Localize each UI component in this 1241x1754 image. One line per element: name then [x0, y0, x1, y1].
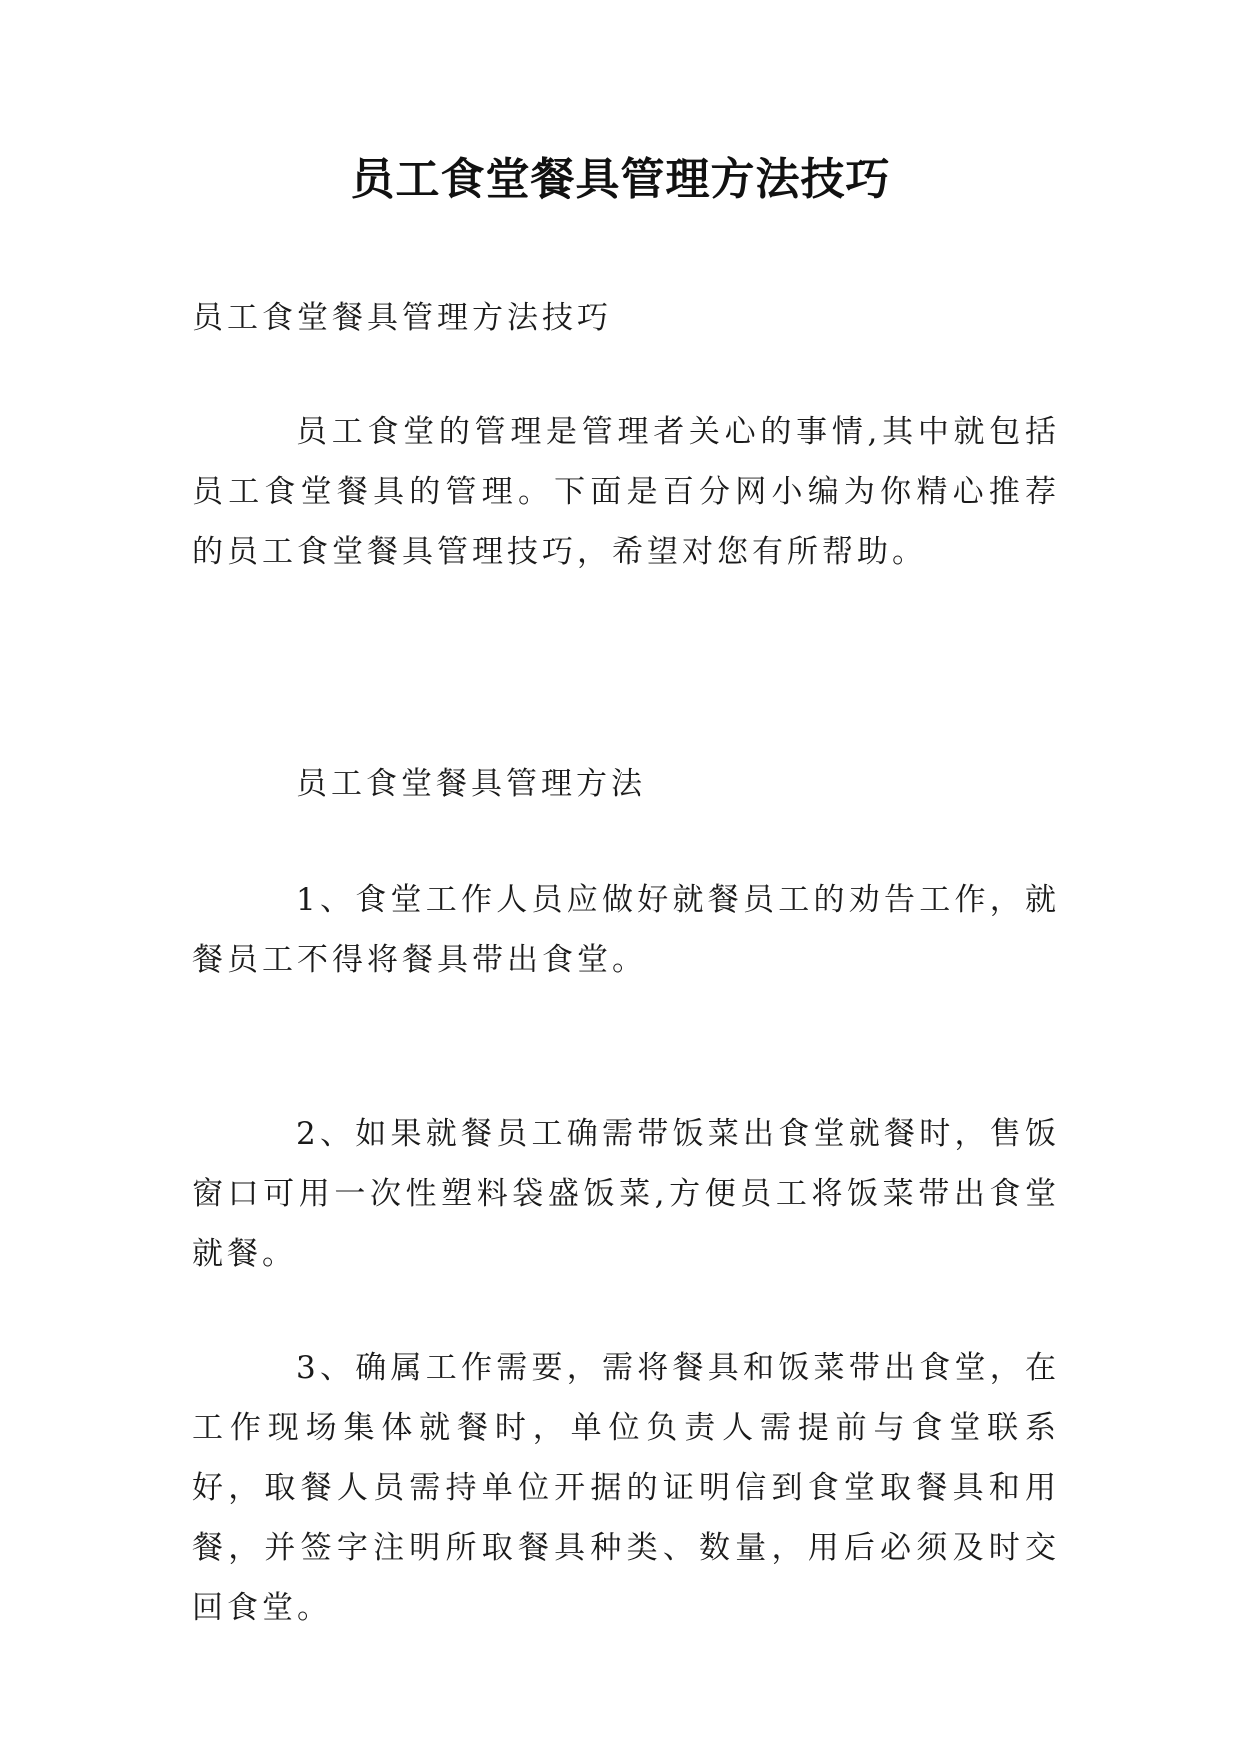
intro-paragraph: 员工食堂的管理是管理者关心的事情,其中就包括员工食堂餐具的管理。下面是百分网小编为你精心推荐的员工食堂餐具管理技巧，希望对您有所帮助。: [192, 414, 1060, 570]
document-title: 员工食堂餐具管理方法技巧: [350, 154, 891, 205]
document-subtitle: 员工食堂餐具管理方法技巧: [192, 300, 612, 336]
section-heading: 员工食堂餐具管理方法: [296, 766, 646, 802]
list-item: 1、食堂工作人员应做好就餐员工的劝告工作，就餐员工不得将餐具带出食堂。: [192, 882, 1060, 978]
list-item: 3、确属工作需要，需将餐具和饭菜带出食堂，在工作现场集体就餐时，单位负责人需提前与食堂联系好，取餐人员需持单位开据的证明信到食堂取餐具和用餐，并签字注明所取餐具种类、数量，用后必须及时交回食堂。: [192, 1350, 1060, 1626]
list-item: 2、如果就餐员工确需带饭菜出食堂就餐时，售饭窗口可用一次性塑料袋盛饭菜,方便员工将饭菜带出食堂就餐。: [192, 1116, 1060, 1272]
